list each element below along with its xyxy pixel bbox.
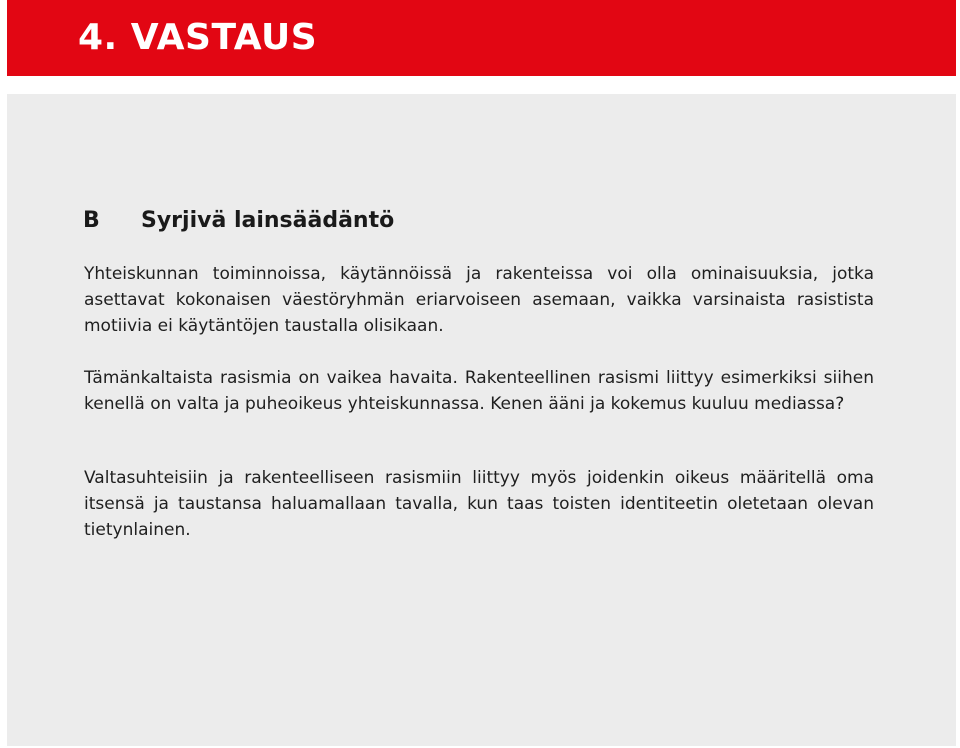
body-paragraph-3: Valtasuhteisiin ja rakenteelliseen rasismiin liittyy myös joidenkin oikeus määritellä oma itsensä ja taustansa haluamallaan tavalla, kun taas toisten identiteetin oletetaan olevan tietynlainen. [84,468,874,540]
section-title: Syrjivä lainsäädäntö [141,208,395,233]
content-panel [7,94,956,746]
page-title: 4. VASTAUS [78,17,318,58]
body-paragraph-2: Tämänkaltaista rasismia on vaikea havaita. Rakenteellinen rasismi liittyy esimerkiksi siihen kenellä on valta ja puheoikeus yhteiskunnassa. Kenen ääni ja kokemus kuuluu mediassa? [84,368,874,414]
section-letter: B [83,208,100,233]
body-paragraph-1: Yhteiskunnan toiminnoissa, käytännöissä ja rakenteissa voi olla ominaisuuksia, jotka asettavat kokonaisen väestöryhmän eriarvoiseen asemaan, vaikka varsinaista rasistista motiivia ei käytäntöjen taustalla olisikaan. [84,264,874,336]
section-heading [83,205,394,237]
